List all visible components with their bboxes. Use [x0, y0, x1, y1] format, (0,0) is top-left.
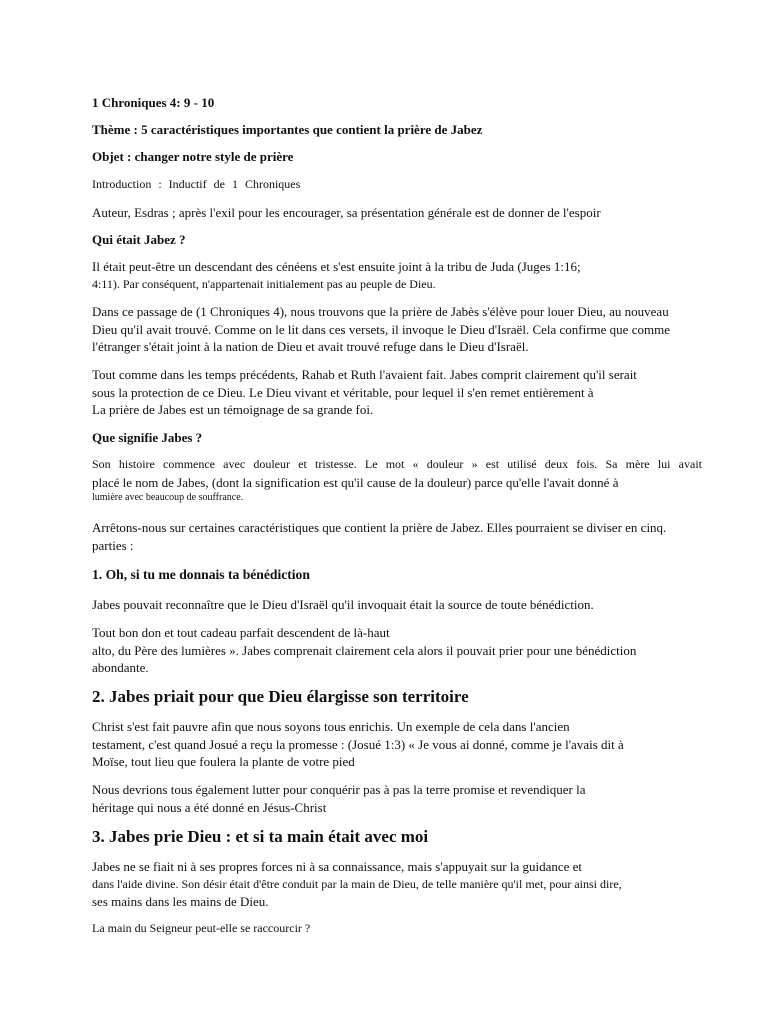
section-2-paragraph-2-line-1: Nous devrions tous également lutter pour conquérir pas à pas la terre promise et revendiquer la [92, 782, 586, 797]
section-2-paragraph-1 [92, 718, 624, 771]
section-3-paragraph-1-line-2: dans l'aide divine. Son désir était d'être conduit par la main de Dieu, de telle manière qu'il met, pour ainsi dire, [92, 876, 622, 891]
who-paragraph-2-line-2: Dieu qu'il avait trouvé. Comme on le lit dans ces versets, il invoque le Dieu d'Israël. Cela confirme que comme [92, 321, 670, 337]
objective-line: Objet : changer notre style de prière [92, 149, 294, 164]
section-1-paragraph-2-line-3: abondante. [92, 660, 149, 675]
section-1-paragraph-1: Jabes pouvait reconnaître que le Dieu d'Israël qu'il invoquait était la source de toute bénédiction. [92, 597, 594, 612]
stop-line-2: parties : [92, 537, 134, 553]
section-2-paragraph-1-line-2: testament, c'est quand Josué a reçu la promesse : (Josué 1:3) « Je vous ai donné, comme je l'avais dit à [92, 736, 624, 752]
section-2-paragraph-2 [92, 781, 585, 816]
section-1-paragraph-2 [92, 624, 636, 677]
meaning-line-2: placé le nom de Jabes, (dont la signification est qu'il cause de la douleur) parce qu'elle l'avait donné à [92, 474, 619, 490]
who-paragraph-2-line-3: l'étranger s'était joint à la nation de Dieu et avait trouvé refuge dans le Dieu d'Israël. [92, 339, 529, 354]
who-paragraph-3 [92, 366, 637, 419]
section-3-paragraph-2: La main du Seigneur peut-elle se raccourcir ? [92, 921, 311, 935]
who-paragraph-3-line-3: La prière de Jabes est un témoignage de sa grande foi. [92, 402, 374, 417]
section-2-paragraph-2-line-2: héritage qui nous a été donné en Jésus-Christ [92, 799, 327, 815]
who-paragraph-3-line-2: sous la protection de ce Dieu. Le Dieu vivant et véritable, pour lequel il s'en remet entièrement à [92, 384, 594, 400]
who-paragraph-2 [92, 303, 670, 356]
section-3-heading: 3. Jabes prie Dieu : et si ta main était avec moi [92, 827, 429, 846]
section-2-paragraph-1-line-1: Christ s'est fait pauvre afin que nous soyons tous enrichis. Un exemple de cela dans l'ancien [92, 719, 570, 734]
who-paragraph-3-line-1: Tout comme dans les temps précédents, Rahab et Ruth l'avaient fait. Jabes comprit clairement qu'il serait [92, 367, 637, 382]
meaning-line-1: Son histoire commence avec douleur et tristesse. Le mot « douleur » est utilisé deux fois. Sa mère lui avait [92, 457, 702, 471]
who-paragraph-1 [92, 258, 581, 293]
author-line: Auteur, Esdras ; après l'exil pour les encourager, sa présentation générale est de donner de l'espoir [92, 205, 601, 220]
section-3-paragraph-1-line-3: ses mains dans les mains de Dieu. [92, 894, 269, 909]
introduction-line: Introduction : Inductif de 1 Chroniques [92, 177, 301, 191]
who-paragraph-2-line-1: Dans ce passage de (1 Chroniques 4), nous trouvons que la prière de Jabès s'élève pour louer Dieu, au nouveau [92, 304, 669, 319]
section-1-paragraph-2-line-1: Tout bon don et tout cadeau parfait descendent de là-haut [92, 625, 390, 640]
scripture-reference: 1 Chroniques 4: 9 - 10 [92, 95, 215, 110]
meaning-heading: Que signifie Jabes ? [92, 430, 203, 445]
who-was-jabez-heading: Qui était Jabez ? [92, 232, 186, 247]
section-2-paragraph-1-line-3: Moïse, tout lieu que foulera la plante de votre pied [92, 754, 355, 769]
section-3-paragraph-1 [92, 858, 622, 911]
meaning-line-3: lumière avec beaucoup de souffrance. [92, 492, 244, 503]
meaning-paragraph [92, 456, 702, 504]
theme-line: Thème : 5 caractéristiques importantes que contient la prière de Jabez [92, 122, 483, 137]
section-3-paragraph-1-line-1: Jabes ne se fiait ni à ses propres forces ni à sa connaissance, mais s'appuyait sur la guidance et [92, 859, 583, 874]
who-paragraph-1-line-1: Il était peut-être un descendant des cénéens et s'est ensuite joint à la tribu de Juda (Juges 1:16; [92, 259, 581, 274]
who-paragraph-1-line-2: 4:11). Par conséquent, n'appartenait initialement pas au peuple de Dieu. [92, 276, 436, 291]
section-1-heading: 1. Oh, si tu me donnais ta bénédiction [92, 567, 310, 582]
stop-line-1: Arrêtons-nous sur certaines caractéristiques que contient la prière de Jabez. Elles pourraient se diviser en cinq. [92, 520, 667, 535]
section-2-heading: 2. Jabes priait pour que Dieu élargisse son territoire [92, 687, 469, 706]
stop-paragraph [92, 519, 666, 554]
section-1-paragraph-2-line-2: alto, du Père des lumières ». Jabes comprenait clairement cela alors il pouvait prier pour une bénédiction [92, 642, 637, 658]
